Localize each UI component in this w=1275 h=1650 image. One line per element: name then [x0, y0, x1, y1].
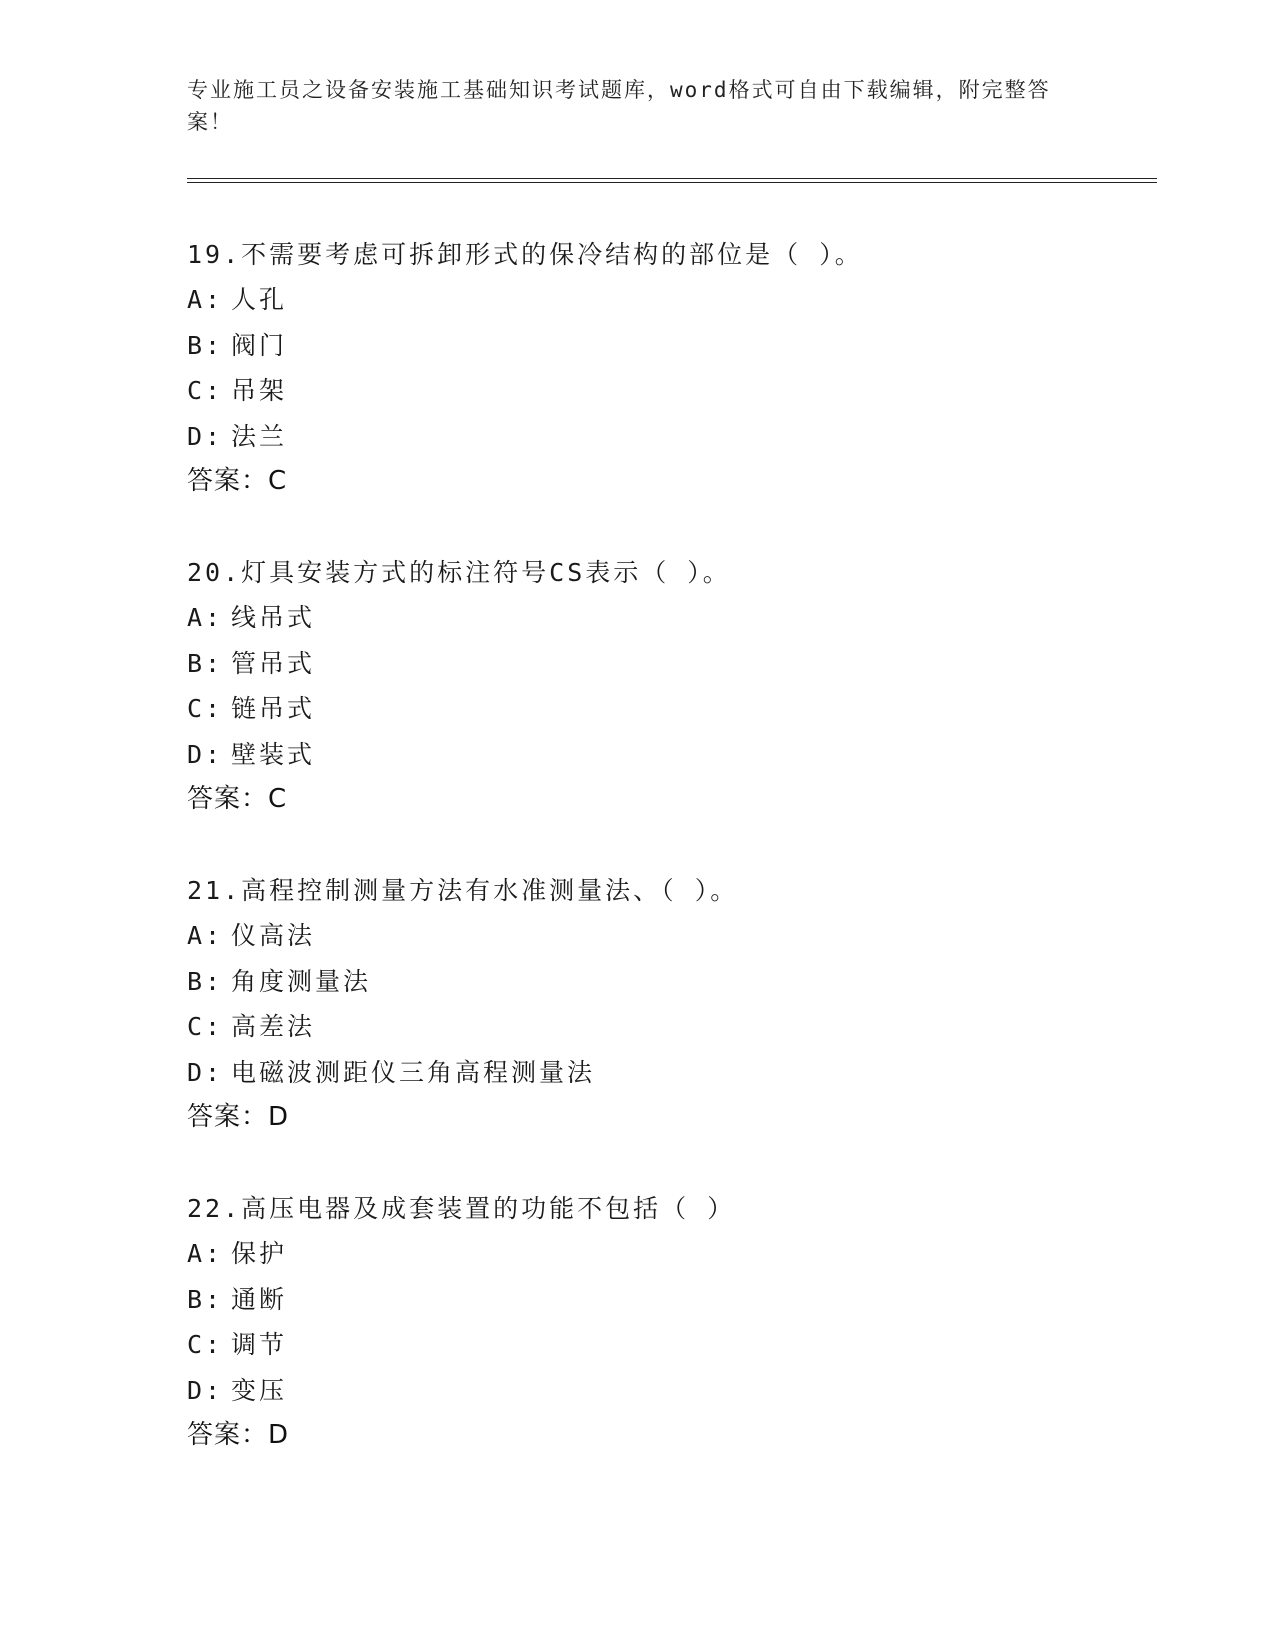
option-key: C:	[187, 1012, 224, 1041]
option-key: C:	[187, 376, 224, 405]
option-text: 链吊式	[231, 694, 316, 723]
option-key: B:	[187, 330, 224, 360]
answer: 答案：C	[187, 466, 288, 496]
option-key: D:	[187, 1375, 224, 1405]
option-key: A:	[187, 921, 224, 950]
option-d	[187, 1368, 1147, 1414]
answer: 答案：D	[187, 1102, 290, 1132]
question-19	[187, 232, 1147, 504]
option-text: 变压	[231, 1375, 288, 1405]
header-divider-bottom	[187, 182, 1157, 183]
option-a	[187, 1231, 1147, 1277]
option-c	[187, 1322, 1147, 1368]
option-text: 人孔	[231, 285, 288, 314]
option-d	[187, 414, 1147, 460]
option-text: 管吊式	[231, 648, 316, 678]
question-stem: 21.高程控制测量方法有水准测量法、（ ）。	[187, 876, 739, 905]
question-20	[187, 550, 1147, 822]
document-header: 专业施工员之设备安装施工基础知识考试题库，word格式可自由下载编辑，附完整答案！	[187, 78, 1051, 134]
header-divider-top	[187, 178, 1157, 179]
option-a	[187, 913, 1147, 959]
option-text: 阀门	[231, 330, 288, 360]
option-key: C:	[187, 1330, 224, 1359]
question-stem: 22.高压电器及成套装置的功能不包括（ ）	[187, 1194, 736, 1223]
option-text: 仪高法	[231, 921, 316, 950]
question-21	[187, 868, 1147, 1140]
answer: 答案：D	[187, 1420, 290, 1450]
option-c	[187, 368, 1147, 414]
option-key: D:	[187, 739, 224, 769]
option-key: D:	[187, 421, 224, 451]
option-d	[187, 1050, 1147, 1096]
option-b	[187, 641, 1147, 687]
option-key: C:	[187, 694, 224, 723]
option-b	[187, 959, 1147, 1005]
option-text: 保护	[231, 1239, 288, 1268]
option-a	[187, 277, 1147, 323]
option-text: 角度测量法	[231, 966, 372, 996]
option-text: 电磁波测距仪三角高程测量法	[231, 1057, 596, 1087]
option-text: 壁装式	[231, 739, 316, 769]
option-a	[187, 595, 1147, 641]
option-text: 调节	[231, 1330, 288, 1359]
question-stem: 20.灯具安装方式的标注符号CS表示（ ）。	[187, 558, 731, 587]
option-key: B:	[187, 1284, 224, 1314]
option-b	[187, 1277, 1147, 1323]
option-b	[187, 323, 1147, 369]
option-key: B:	[187, 648, 224, 678]
answer: 答案：C	[187, 784, 288, 814]
option-text: 通断	[231, 1284, 288, 1314]
option-text: 法兰	[231, 421, 288, 451]
option-c	[187, 686, 1147, 732]
option-c	[187, 1004, 1147, 1050]
option-text: 高差法	[231, 1012, 316, 1041]
option-key: A:	[187, 603, 224, 632]
option-key: D:	[187, 1057, 224, 1087]
option-text: 线吊式	[231, 603, 316, 632]
option-key: A:	[187, 1239, 224, 1268]
question-stem: 19.不需要考虑可拆卸形式的保冷结构的部位是（ ）。	[187, 240, 863, 269]
option-text: 吊架	[231, 376, 288, 405]
question-22	[187, 1186, 1147, 1458]
option-key: B:	[187, 966, 224, 996]
option-key: A:	[187, 285, 224, 314]
option-d	[187, 732, 1147, 778]
